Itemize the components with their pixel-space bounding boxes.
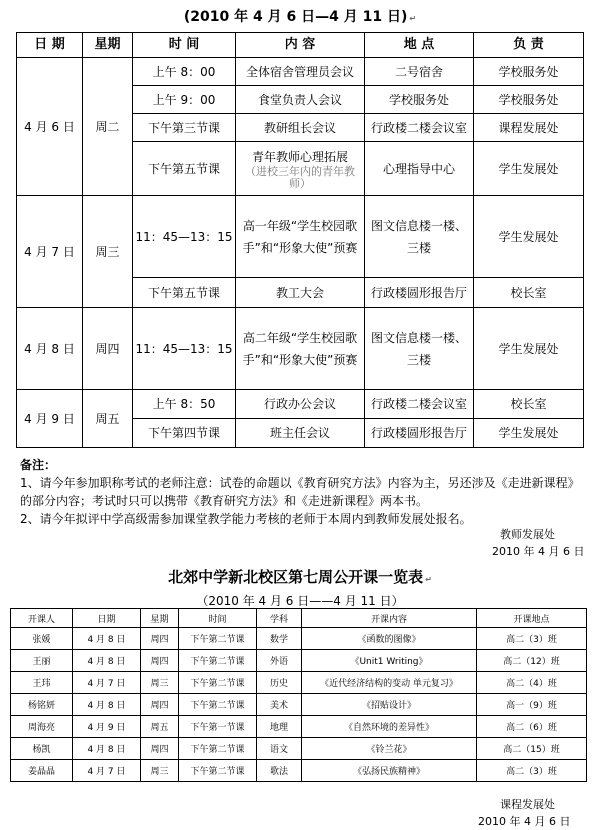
time-cell: 下午第五节课 (133, 278, 236, 308)
subject-cell: 外语 (257, 650, 302, 672)
time-cell: 下午第二节课 (179, 760, 257, 782)
date-cell: 4 月 8 日 (73, 694, 141, 716)
weekday-cell: 周四 (141, 650, 179, 672)
table-row (11, 650, 587, 672)
content-cell: 食堂负责人会议 (236, 86, 365, 114)
location-cell: 图文信息楼一楼、三楼 (365, 196, 474, 278)
table-row (11, 738, 587, 760)
notes-section (20, 456, 580, 528)
content-cell: 高二年级“学生校园歌手”和“形象大使”预赛 (236, 308, 365, 390)
time-cell: 上午 8：00 (133, 58, 236, 86)
date-cell: 4 月 8 日 (17, 308, 83, 390)
location-cell: 高二（6）班 (477, 716, 587, 738)
open-class-title: 北郊中学新北校区第七周公开课一览表 ↵ (168, 568, 432, 586)
weekday-cell: 周四 (141, 628, 179, 650)
location-cell: 高二（3）班 (477, 760, 587, 782)
owner-cell: 校长室 (474, 390, 584, 419)
header-weekday: 星期 (83, 33, 133, 58)
header-date: 日期 (73, 609, 141, 628)
owner-cell: 学生发展处 (474, 196, 584, 278)
weekday-cell: 周三 (141, 760, 179, 782)
owner-cell: 学生发展处 (474, 308, 584, 390)
lesson-cell: 《自然环境的差异性》 (302, 716, 477, 738)
lesson-cell: 《近代经济结构的变动 单元复习》 (302, 672, 477, 694)
subject-cell: 历史 (257, 672, 302, 694)
subject-cell: 美术 (257, 694, 302, 716)
location-cell: 高二（12）班 (477, 650, 587, 672)
content-note: （进校三年内的青年教师） (245, 164, 355, 190)
lesson-cell: 《铃兰花》 (302, 738, 477, 760)
time-cell: 11：45—13：15 (133, 308, 236, 390)
weekday-cell: 周四 (141, 738, 179, 760)
owner-cell: 学生发展处 (474, 142, 584, 196)
date-cell: 4 月 7 日 (73, 760, 141, 782)
location-cell: 高二（4）班 (477, 672, 587, 694)
subject-cell: 语文 (257, 738, 302, 760)
location-cell: 高一（9）班 (477, 694, 587, 716)
weekday-cell: 周三 (141, 672, 179, 694)
open-class-date: 2010 年 4 月 6 日 (478, 815, 571, 828)
subject-cell: 数学 (257, 628, 302, 650)
schedule-date-range: (2010 年 4 月 6 日—4 月 11 日) ↵ (183, 9, 417, 25)
lesson-cell: 《弘扬民族精神》 (302, 760, 477, 782)
lesson-cell: 《Unit1 Writing》 (302, 650, 477, 672)
location-cell: 高二（3）班 (477, 628, 587, 650)
open-class-header-row (11, 609, 587, 628)
teacher-cell: 张媛 (11, 628, 73, 650)
time-cell: 下午第五节课 (133, 142, 236, 196)
open-class-table (10, 608, 587, 782)
date-cell: 4 月 8 日 (73, 650, 141, 672)
owner-cell: 学校服务处 (474, 58, 584, 86)
content-cell: 教工大会 (236, 278, 365, 308)
location-cell: 行政楼二楼会议室 (365, 390, 474, 419)
time-cell: 下午第二节课 (179, 738, 257, 760)
table-row (17, 308, 584, 390)
table-row (11, 694, 587, 716)
note-item: 1、请今年参加职称考试的老师注意：试卷的命题以《教育研究方法》内容为主，另还涉及《走进新课程》的部分内容；考试时只可以携带《教育研究方法》和《走进新课程》两本书。 (20, 476, 580, 508)
date-cell: 4 月 9 日 (17, 390, 83, 448)
location-cell: 二号宿舍 (365, 58, 474, 86)
teacher-cell: 姜晶晶 (11, 760, 73, 782)
content-cell: 高一年级“学生校园歌手”和“形象大使”预赛 (236, 196, 365, 278)
time-cell: 下午第二节课 (179, 694, 257, 716)
owner-cell: 学生发展处 (474, 419, 584, 448)
header-lesson: 开课内容 (302, 609, 477, 628)
time-cell: 下午第二节课 (179, 672, 257, 694)
weekday-cell: 周二 (83, 58, 133, 196)
table-row (11, 628, 587, 650)
teacher-cell: 王玮 (11, 672, 73, 694)
teacher-cell: 杨铭妍 (11, 694, 73, 716)
notes-heading: 备注： (20, 458, 57, 472)
time-cell: 下午第一节课 (179, 716, 257, 738)
time-cell: 11：45—13：15 (133, 196, 236, 278)
date-cell: 4 月 8 日 (73, 628, 141, 650)
header-time: 时 间 (133, 33, 236, 58)
table-row (11, 672, 587, 694)
header-content: 内 容 (236, 33, 365, 58)
weekly-schedule-table (16, 32, 584, 448)
weekday-cell: 周四 (83, 308, 133, 390)
location-cell: 心理指导中心 (365, 142, 474, 196)
time-cell: 上午 8：50 (133, 390, 236, 419)
teacher-cell: 周海亮 (11, 716, 73, 738)
content-cell (236, 142, 365, 196)
subject-cell: 地理 (257, 716, 302, 738)
notes-signer: 教师发展处 (500, 528, 555, 541)
content-cell: 教研组长会议 (236, 114, 365, 142)
header-subject: 学科 (257, 609, 302, 628)
date-cell: 4 月 7 日 (73, 672, 141, 694)
date-cell: 4 月 8 日 (73, 738, 141, 760)
location-cell: 高二（15）班 (477, 738, 587, 760)
date-cell: 4 月 7 日 (17, 196, 83, 308)
content-text: 青年教师心理拓展 (251, 149, 348, 164)
note-item: 2、请今年拟评中学高级需参加课堂教学能力考核的老师于本周内到教师发展处报名。 (20, 512, 472, 526)
content-cell: 行政办公会议 (236, 390, 365, 419)
table-row (17, 196, 584, 278)
subject-cell: 歌法 (257, 760, 302, 782)
time-cell: 下午第二节课 (179, 628, 257, 650)
header-owner: 负 责 (474, 33, 584, 58)
owner-cell: 课程发展处 (474, 114, 584, 142)
table-row (11, 716, 587, 738)
lesson-cell: 《函数的图像》 (302, 628, 477, 650)
weekday-cell: 周五 (141, 716, 179, 738)
owner-cell: 校长室 (474, 278, 584, 308)
table-row (17, 58, 584, 86)
location-cell: 行政楼圆形报告厅 (365, 419, 474, 448)
time-cell: 下午第三节课 (133, 114, 236, 142)
teacher-cell: 王丽 (11, 650, 73, 672)
header-weekday: 星期 (141, 609, 179, 628)
time-cell: 下午第二节课 (179, 650, 257, 672)
open-class-signer: 课程发展处 (500, 798, 555, 811)
table-header-row (17, 33, 584, 58)
header-date: 日 期 (17, 33, 83, 58)
open-class-date-range: （2010 年 4 月 6 日——4 月 11 日） (196, 594, 404, 608)
table-row (11, 760, 587, 782)
location-cell: 行政楼二楼会议室 (365, 114, 474, 142)
location-cell: 行政楼圆形报告厅 (365, 278, 474, 308)
location-cell: 图文信息楼一楼、三楼 (365, 308, 474, 390)
header-location: 地 点 (365, 33, 474, 58)
teacher-cell: 杨凯 (11, 738, 73, 760)
content-cell: 班主任会议 (236, 419, 365, 448)
header-location: 开课地点 (477, 609, 587, 628)
notes-date: 2010 年 4 月 6 日 (492, 545, 585, 558)
time-cell: 下午第四节课 (133, 419, 236, 448)
weekday-cell: 周三 (83, 196, 133, 308)
date-cell: 4 月 9 日 (73, 716, 141, 738)
location-cell: 学校服务处 (365, 86, 474, 114)
lesson-cell: 《招贴设计》 (302, 694, 477, 716)
header-teacher: 开课人 (11, 609, 73, 628)
time-cell: 上午 9：00 (133, 86, 236, 114)
owner-cell: 学校服务处 (474, 86, 584, 114)
date-cell: 4 月 6 日 (17, 58, 83, 196)
table-row (17, 390, 584, 419)
weekday-cell: 周五 (83, 390, 133, 448)
header-time: 时间 (179, 609, 257, 628)
content-cell: 全体宿舍管理员会议 (236, 58, 365, 86)
weekday-cell: 周四 (141, 694, 179, 716)
